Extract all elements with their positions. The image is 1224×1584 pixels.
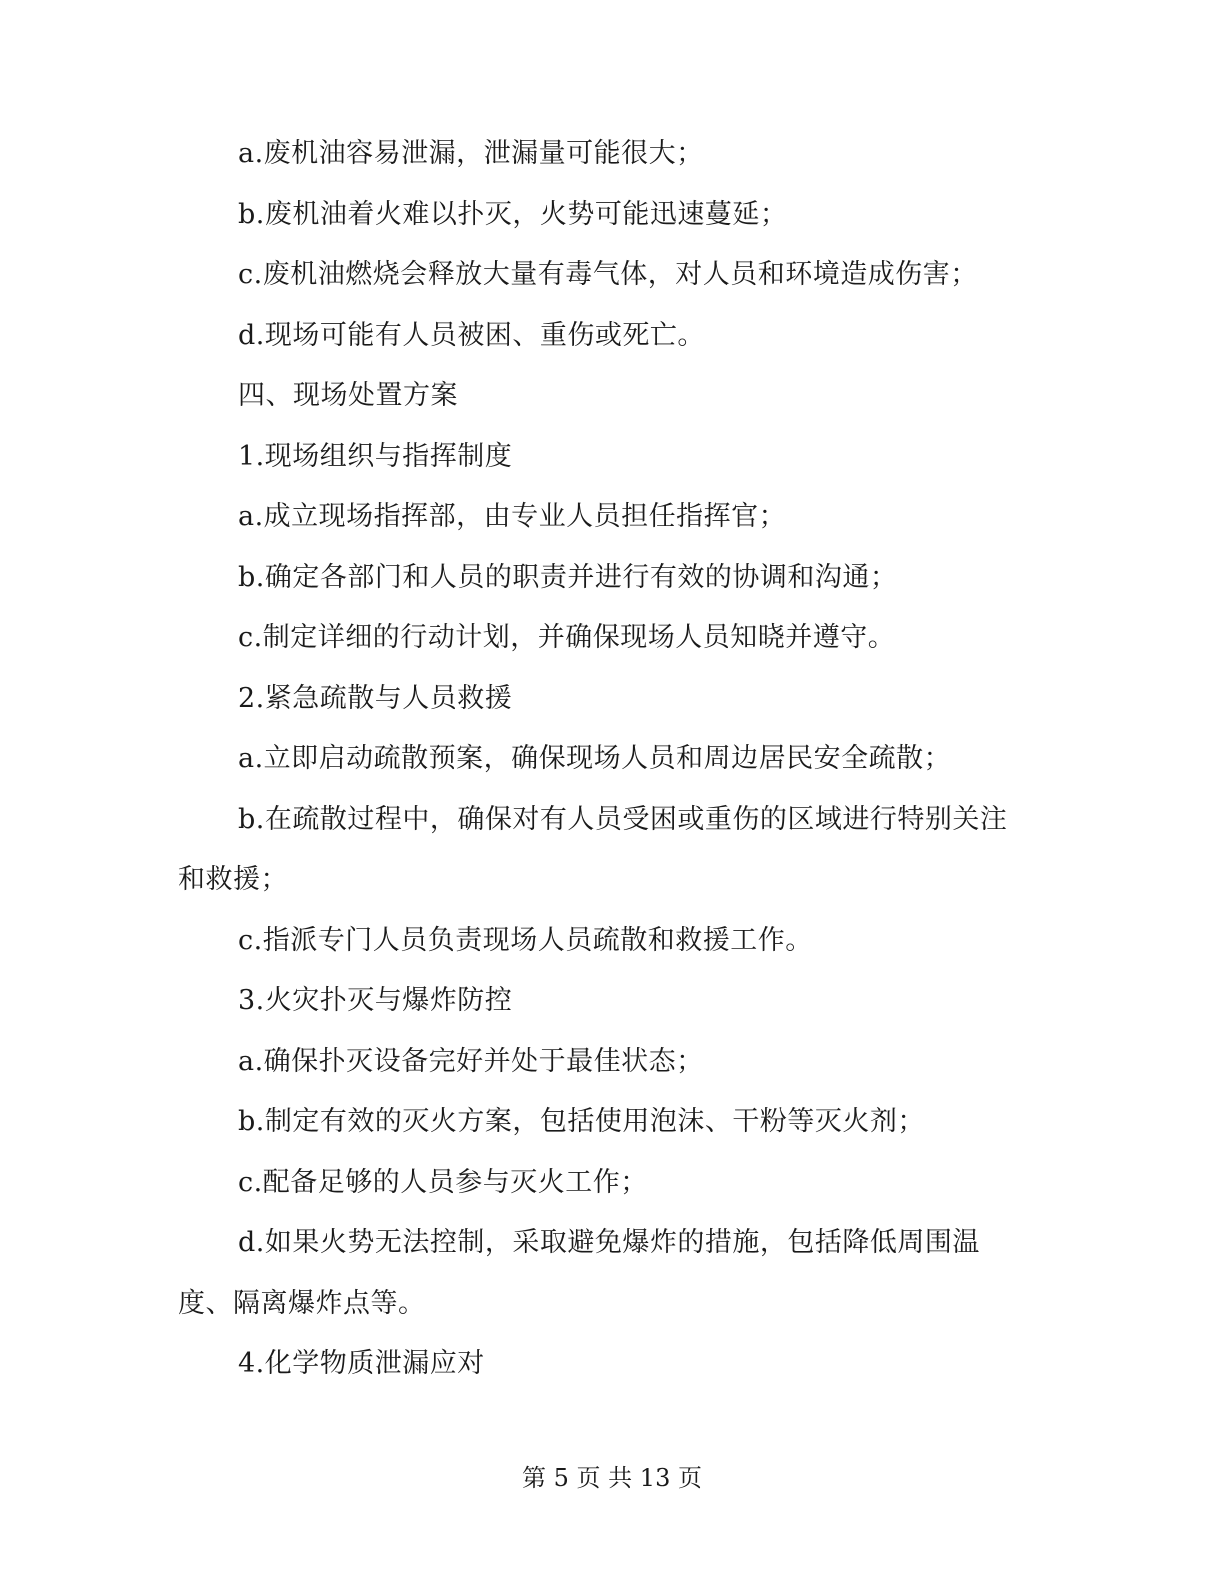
list-item: b.在疏散过程中，确保对有人员受困或重伤的区域进行特别关注 (238, 803, 1008, 835)
list-item: c.指派专门人员负责现场人员疏散和救援工作。 (238, 924, 813, 956)
list-item-continuation: 和救援； (178, 864, 288, 895)
page-number: 第 5 页 共 13 页 (522, 1464, 702, 1492)
subsection-heading: 2.紧急疏散与人员救援 (238, 682, 513, 714)
section-heading: 四、现场处置方案 (238, 380, 458, 411)
list-item: b.确定各部门和人员的职责并进行有效的协调和沟通； (238, 561, 898, 593)
list-item: d.现场可能有人员被困、重伤或死亡。 (238, 319, 705, 351)
document-body (178, 124, 1038, 1395)
subsection-heading: 1.现场组织与指挥制度 (238, 440, 513, 472)
list-item: b.制定有效的灭火方案，包括使用泡沫、干粉等灭火剂； (238, 1106, 925, 1137)
list-item: c.制定详细的行动计划，并确保现场人员知晓并遵守。 (238, 622, 896, 653)
list-item: b.废机油着火难以扑灭，火势可能迅速蔓延； (238, 198, 788, 230)
list-item: a.确保扑灭设备完好并处于最佳状态； (238, 1045, 704, 1077)
list-item-continuation: 度、隔离爆炸点等。 (178, 1287, 426, 1319)
list-item: c.废机油燃烧会释放大量有毒气体，对人员和环境造成伤害； (238, 259, 978, 290)
list-item: c.配备足够的人员参与灭火工作； (238, 1166, 648, 1198)
list-item: d.如果火势无法控制，采取避免爆炸的措施，包括降低周围温 (238, 1227, 980, 1258)
subsection-heading: 3.火灾扑灭与爆炸防控 (238, 985, 513, 1016)
list-item: a.成立现场指挥部，由专业人员担任指挥官； (238, 501, 787, 532)
list-item: a.立即启动疏散预案，确保现场人员和周边居民安全疏散； (238, 743, 952, 774)
subsection-heading: 4.化学物质泄漏应对 (238, 1348, 485, 1379)
list-item: a.废机油容易泄漏，泄漏量可能很大； (238, 138, 704, 169)
